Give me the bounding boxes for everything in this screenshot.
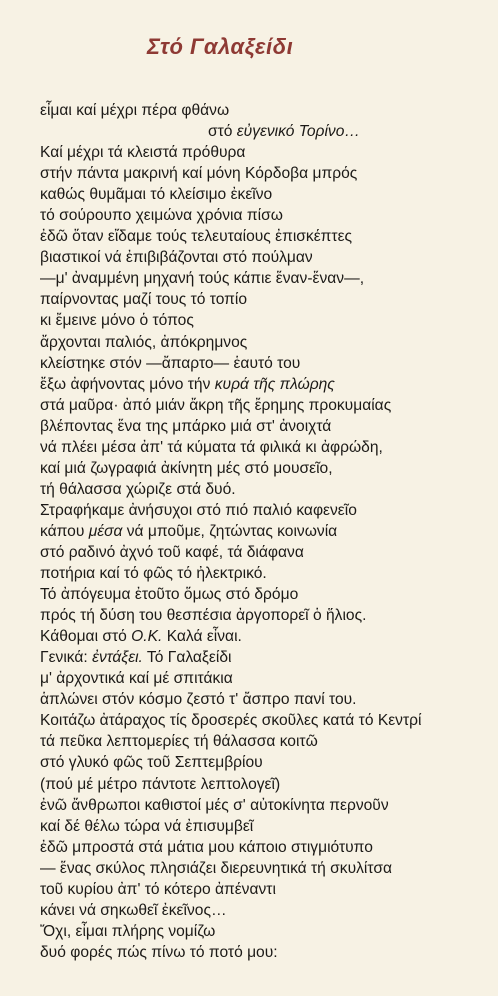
poem-line-text: παίρνοντας μαζί τους τό τοπίο xyxy=(40,291,248,309)
poem-line-text: στό ραδινό ἀχνό τοῦ καφέ, τά διάφανα xyxy=(40,543,304,561)
poem-line-text: ποτήρια καί τό φῶς τό ἠλεκτρικό. xyxy=(40,565,267,583)
poem-line-text: κι ἔμεινε μόνο ὁ τόπος xyxy=(40,312,194,330)
poem-line-text: εἶμαι καί μέχρι πέρα φθάνω xyxy=(40,102,230,119)
poem-line-text: Καλά εἶναι. xyxy=(162,628,242,646)
poem-line xyxy=(40,247,421,268)
poem-line xyxy=(40,289,421,310)
poem-line-text: Κοιτάζω ἀτάραχος τίς δροσερές σκοῦλες κατά τό Κεντρί xyxy=(40,712,422,730)
poem-line-text: Ὄχι, εἶμαι πλήρης νομίζω xyxy=(40,922,216,940)
poem-line-text: Καί μέχρι τά κλειστά πρόθυρα xyxy=(40,144,246,162)
poem-line xyxy=(40,921,421,942)
poem-line-text: κλείστηκε στόν —ἄπαρτο— ἑαυτό του xyxy=(40,354,301,372)
poem-line xyxy=(40,689,421,710)
poem-line xyxy=(40,858,421,879)
poem-line-text: δυό φορές πώς πίνω τό ποτό μου: xyxy=(40,943,278,961)
poem-line xyxy=(40,142,421,163)
poem-line-text: Κάθομαι στό xyxy=(40,628,132,646)
poem-line xyxy=(40,752,421,773)
poem-line-text: καί δέ θέλω τώρα νά ἐπισυμβεῖ xyxy=(40,817,254,835)
poem-line xyxy=(40,521,421,542)
poem-line-text: στά μαῦρα· ἀπό μιάν ἄκρη τῆς ἔρημης προκυμαίας xyxy=(40,396,392,414)
poem-line-text: μ' ἀρχοντικά καί μέ σπιτάκια xyxy=(40,670,233,688)
poem-line-text: στήν πάντα μακρινή καί μόνη Κόρδοβα μπρός xyxy=(40,165,358,183)
poem-line xyxy=(40,626,421,647)
poem-line xyxy=(40,500,421,521)
poem-line xyxy=(40,837,421,858)
poem-line-text: στό γλυκό φῶς τοῦ Σεπτεμβρίου xyxy=(40,754,263,772)
poem-line xyxy=(40,163,421,184)
poem-line-text: (πού μέ μέτρο πάντοτε λεπτολογεῖ) xyxy=(40,775,281,793)
poem-line-text: κάνει νά σηκωθεῖ ἐκεῖνος… xyxy=(40,901,227,919)
poem-line-text: τό σούρουπο χειμώνα χρόνια πίσω xyxy=(40,207,283,225)
poem-line xyxy=(40,774,421,795)
poem-line xyxy=(40,900,421,921)
poem-line xyxy=(40,310,421,331)
poem-line xyxy=(40,437,421,458)
poem-line xyxy=(40,563,421,584)
poem-body xyxy=(40,100,421,963)
poem-line-text: ἐνῶ ἄνθρωποι καθιστοί μές σ' αὐτοκίνητα περνοῦν xyxy=(40,796,389,814)
poem-line xyxy=(40,584,421,605)
poem-line-text: τοῦ κυρίου ἀπ' τό κότερο ἀπέναντι xyxy=(40,880,276,898)
poem-title: Στό Γαλαξείδι xyxy=(147,34,294,59)
poem-line xyxy=(40,332,421,353)
poem-line-text: τή θάλασσα χώριζε στά δυό. xyxy=(40,480,236,498)
poem-line xyxy=(40,816,421,837)
poem-line-italic-text: ἐντάξει. xyxy=(92,649,143,667)
poem-line xyxy=(40,395,421,416)
poem-line xyxy=(40,668,421,689)
poem-line-italic-text: εὐγενικό Τορίνο… xyxy=(236,123,360,141)
poem-line-text: νά πλέει μέσα ἀπ' τά κύματα τά φιλικά κι ἀφρώδη, xyxy=(40,438,383,456)
poem-line xyxy=(40,184,421,205)
poem-line-text: ἐδῶ ὅταν εἴδαμε τούς τελευταίους ἐπισκέπτες xyxy=(40,228,353,246)
poem-line-italic-text: Ο.Κ. xyxy=(131,628,163,646)
poem-line-text: Στραφήκαμε ἀνήσυχοι στό πιό παλιό καφενεῖο xyxy=(40,501,357,519)
poem-line-text: τά πεῦκα λεπτομερίες τή θάλασσα κοιτῶ xyxy=(40,733,318,751)
poem-line-text: — ἕνας σκύλος πλησιάζει διερευνητικά τή σκυλίτσα xyxy=(40,859,392,877)
poem-line-text: ἔξω ἀφήνοντας μόνο τήν xyxy=(40,375,215,393)
poem-line xyxy=(40,121,421,142)
poem-line-italic-text: κυρά τῆς πλώρης xyxy=(214,375,335,393)
poem-line xyxy=(40,458,421,479)
poem-line xyxy=(40,942,421,963)
poem-line-italic-text: μέσα xyxy=(88,522,123,540)
poem-line xyxy=(40,542,421,563)
poem-line-text: καί μιά ζωγραφιά ἀκίνητη μές στό μουσεῖο, xyxy=(40,459,333,477)
poem-line-text: βλέποντας ἕνα της μπάρκο μιά στ' ἀνοιχτά xyxy=(40,417,332,435)
poem-line xyxy=(40,226,421,247)
poem-line xyxy=(40,731,421,752)
poem-line xyxy=(40,353,421,374)
poem-line xyxy=(40,100,421,121)
poem-line-text: ἐδῶ μπροστά στά μάτια μου κάποιο στιγμιότυπο xyxy=(40,838,373,856)
poem-line-text: κάπου xyxy=(40,522,89,540)
poem-line-text: Γενικά: xyxy=(40,649,93,667)
poem-line-text: ἄρχονται παλιός, ἀπόκρημνος xyxy=(40,333,248,351)
poem-line-text: νά μποῦμε, ζητώντας κοινωνία xyxy=(122,522,338,540)
poem-line xyxy=(40,710,421,731)
poem-line xyxy=(40,795,421,816)
poem-line xyxy=(40,416,421,437)
poem-line xyxy=(40,374,421,395)
poem-line xyxy=(40,205,421,226)
poem-line-text: ἁπλώνει στόν κόσμο ζεστό τ' ἄσπρο πανί του. xyxy=(40,691,357,709)
poem-line xyxy=(40,268,421,289)
poem-line-text: βιαστικοί νά ἐπιβιβάζονται στό πούλμαν xyxy=(40,249,313,267)
poem-line xyxy=(40,879,421,900)
poem-line xyxy=(40,479,421,500)
poem-line xyxy=(40,647,421,668)
poem-line-text: Τό Γαλαξείδι xyxy=(142,649,232,667)
poem-line-text: πρός τή δύση του θεσπέσια ἀργοπορεῖ ὁ ἥλιος. xyxy=(40,607,367,625)
poem-line-text: —μ' ἀναμμένη μηχανή τούς κάπιε ἕναν-ἕναν—, xyxy=(40,270,365,288)
poem-line-text: καθώς θυμᾶμαι τό κλείσιμο ἐκεῖνο xyxy=(40,186,273,204)
poem-line-text: Τό ἀπόγευμα ἐτοῦτο ὅμως στό δρόμο xyxy=(40,586,299,604)
poem-line-text: στό xyxy=(208,123,237,141)
poem-line xyxy=(40,605,421,626)
